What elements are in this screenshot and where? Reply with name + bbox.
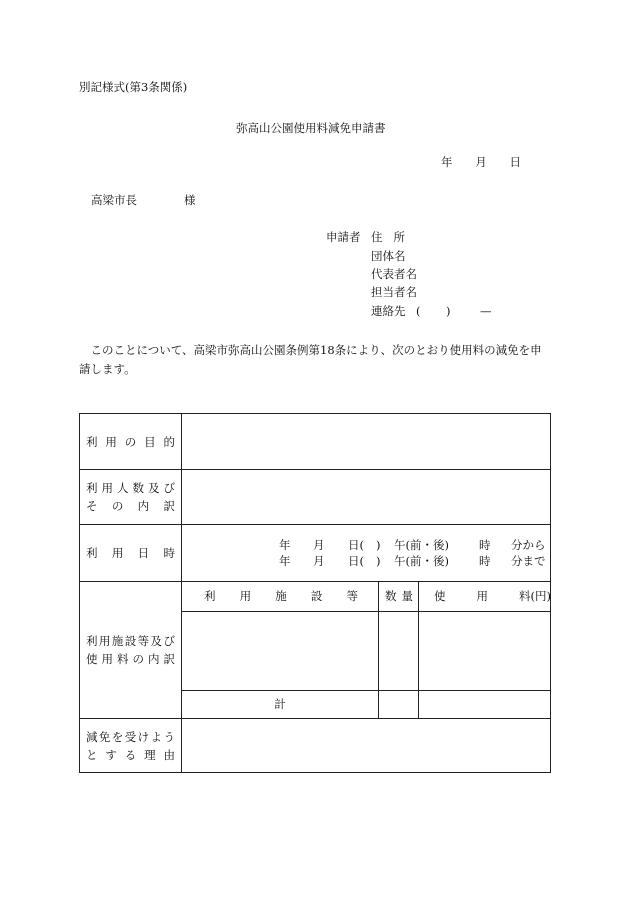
quantity-entry-cell[interactable] — [379, 611, 418, 690]
facility-entry-cell[interactable] — [182, 611, 378, 690]
total-quantity-cell[interactable] — [379, 691, 418, 718]
year-char: 年 — [441, 155, 453, 169]
applicant-representative-label: 代表者名 — [371, 267, 417, 281]
reason-row — [80, 719, 550, 772]
purpose-value[interactable] — [182, 414, 550, 469]
facility-label: 利 用 施 設 等 及 び 使 用 料 の 内 訳 — [80, 582, 182, 718]
facility-row — [80, 582, 550, 719]
fee-column-header: 使 用 料(円) — [434, 589, 551, 603]
total-fee-cell[interactable] — [419, 691, 550, 718]
addressee-honorific: 様 — [184, 193, 196, 207]
form-reference: 別記様式(第3条関係) — [79, 80, 188, 94]
applicant-address-label — [371, 230, 405, 244]
datetime-start-line: 年 月 日( ) 午(前・後) 時 分から — [279, 538, 546, 552]
facility-column-header: 利 用 施 設 等 — [204, 589, 358, 603]
purpose-label: 利 用 の 目 的 — [80, 414, 182, 469]
fee-entry-cell[interactable] — [419, 611, 550, 690]
applicant-person-in-charge-label: 担当者名 — [371, 285, 417, 299]
application-statement: このことについて、高梁市弥高山公園条例第18条により、次のとおり使用料の減免を申請します。 — [79, 343, 542, 376]
datetime-value[interactable] — [182, 525, 550, 581]
facility-subtable — [182, 582, 550, 718]
applicant-label: 申請者 — [326, 230, 361, 244]
applicant-contact-label: 連絡先 — [371, 304, 406, 318]
people-label: 利 用 人 数 及 び そ の 内 訳 — [80, 470, 182, 524]
purpose-row — [80, 414, 550, 470]
addressee-name: 高梁市長 — [91, 193, 137, 207]
application-table — [79, 413, 551, 773]
month-char: 月 — [475, 155, 487, 169]
datetime-end-line: 年 月 日( ) 午(前・後) 時 分まで — [279, 554, 546, 568]
applicant-group-label: 団体名 — [371, 249, 406, 263]
address-char-2: 所 — [393, 230, 405, 244]
form-title: 弥高山公園使用料減免申請書 — [236, 121, 386, 135]
quantity-column-header: 数 量 — [385, 589, 413, 603]
total-label: 計 — [274, 697, 286, 711]
contact-dash: — — [480, 304, 492, 318]
reason-label: 減 免 を 受 け よ う と す る 理 由 — [80, 719, 182, 772]
contact-paren-open: ( — [416, 304, 421, 318]
people-value[interactable] — [182, 470, 550, 524]
people-row — [80, 470, 550, 525]
address-char-1: 住 — [371, 230, 383, 244]
reason-value[interactable] — [182, 719, 550, 772]
date-field — [441, 155, 521, 169]
day-char: 日 — [509, 155, 521, 169]
datetime-label: 利 用 日 時 — [80, 525, 182, 581]
contact-paren-close: ) — [446, 304, 451, 318]
datetime-row — [80, 525, 550, 582]
